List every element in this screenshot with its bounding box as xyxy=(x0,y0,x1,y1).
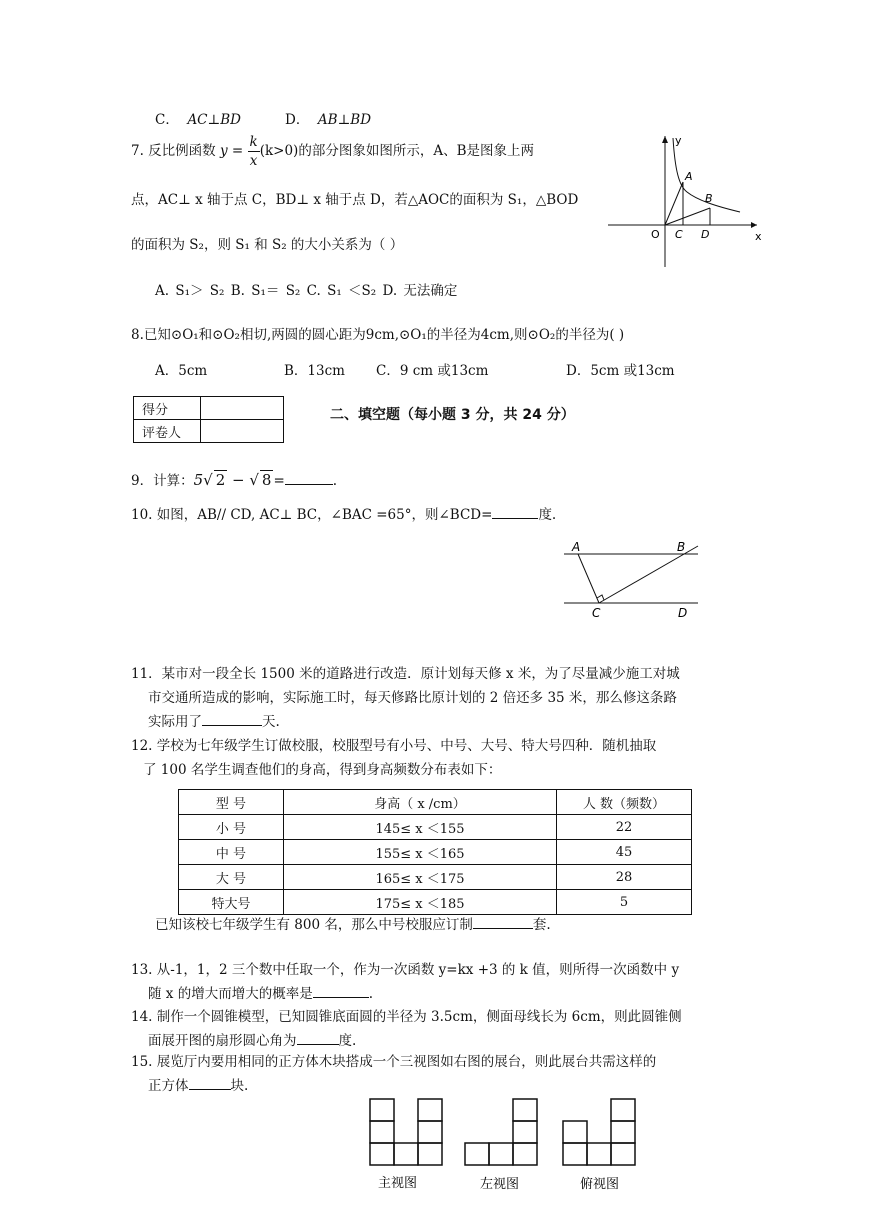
q7-fig-y-label: y xyxy=(675,134,682,147)
q12-line2: 了 100 名学生调查他们的身高，得到身高频数分布表如下： xyxy=(143,762,502,778)
q7-fig-d-label: D xyxy=(701,228,710,241)
front-view-label: 主视图 xyxy=(378,1176,418,1191)
q8-stem: 8.已知⊙O₁和⊙O₂相切,两圆的圆心距为9cm,⊙O₁的半径为4cm,则⊙O₂的半径为( ) xyxy=(131,327,625,343)
table-cell: 165≤ x ＜175 xyxy=(284,865,557,890)
table-cell: 175≤ x ＜185 xyxy=(284,890,557,915)
table-cell: 22 xyxy=(557,815,692,840)
q10-fig-d-label: D xyxy=(678,606,688,620)
q6-option-d: D． AB⊥BD xyxy=(285,112,372,128)
q10-figure xyxy=(558,538,708,623)
table-cell: 5 xyxy=(557,890,692,915)
table-row xyxy=(179,840,692,865)
left-view-label: 左视图 xyxy=(480,1177,520,1192)
q10-answer-blank[interactable] xyxy=(492,504,538,519)
q13-answer-blank[interactable] xyxy=(313,983,369,998)
q14-answer-blank[interactable] xyxy=(297,1030,339,1045)
q10-fig-a-label: A xyxy=(572,540,581,554)
q7-fig-c-label: C xyxy=(675,228,683,241)
q7-line3: 的面积为 S₂，则 S₁ 和 S₂ 的大小关系为（ ） xyxy=(131,237,404,253)
q7-line2: 点，AC⊥ x 轴于点 C，BD⊥ x 轴于点 D，若△AOC的面积为 S₁，△BOD xyxy=(131,192,579,208)
table-cell: 大 号 xyxy=(179,865,284,890)
q7-line1: 7. 反比例函数 y = $\frac{k}{x}$ (k>0)的部分图象如图所示，A、B是图象上两 xyxy=(131,134,534,169)
table-header-cell: 人 数（频数） xyxy=(557,790,692,815)
q11-answer-blank[interactable] xyxy=(202,711,262,726)
table-cell: 小 号 xyxy=(179,815,284,840)
q11-line1: 11．某市对一段全长 1500 米的道路进行改造．原计划每天修 x 米，为了尽量减少施工对城 xyxy=(131,666,680,682)
q15-line2: 正方体 块. xyxy=(148,1074,248,1094)
table-cell: 中 号 xyxy=(179,840,284,865)
height-frequency-table xyxy=(178,789,692,915)
q7-fraction: $\frac{k}{x}$ xyxy=(249,134,258,169)
q15-three-views-figure xyxy=(360,1095,650,1195)
q8-option-d: D．5cm 或13cm xyxy=(566,363,675,379)
q7-fig-x-label: x xyxy=(755,230,762,243)
score-label: 得分 xyxy=(134,397,201,420)
q10-fig-c-label: C xyxy=(592,606,601,620)
q14-line1: 14. 制作一个圆锥模型，已知圆锥底面圆的半径为 3.5cm，侧面母线长为 6cm，则此圆锥侧 xyxy=(131,1009,682,1025)
table-header-cell: 型 号 xyxy=(179,790,284,815)
q15-answer-blank[interactable] xyxy=(189,1075,231,1090)
score-cell[interactable] xyxy=(201,397,284,420)
q12-line1: 12. 学校为七年级学生订做校服，校服型号有小号、中号、大号、特大号四种．随机抽取 xyxy=(131,738,657,754)
top-view xyxy=(563,1099,635,1165)
front-view xyxy=(370,1099,442,1165)
q10-fig-b-label: B xyxy=(677,540,686,554)
score-table xyxy=(133,396,284,443)
table-row xyxy=(179,815,692,840)
table-cell: 特大号 xyxy=(179,890,284,915)
table-row xyxy=(179,865,692,890)
q8-option-a: A．5cm xyxy=(155,363,208,379)
q7-fig-a-label: A xyxy=(685,170,693,183)
table-cell: 145≤ x ＜155 xyxy=(284,815,557,840)
table-header-row xyxy=(179,790,692,815)
grader-cell[interactable] xyxy=(201,420,284,443)
q9-answer-blank[interactable] xyxy=(285,470,333,485)
q15-line1: 15. 展览厅内要用相同的正方体木块搭成一个三视图如右图的展台，则此展台共需这样的 xyxy=(131,1054,657,1070)
q14-line2: 面展开图的扇形圆心角为 度. xyxy=(148,1029,356,1049)
grader-label: 评卷人 xyxy=(134,420,201,443)
q8-option-c: C．9 cm 或13cm xyxy=(376,363,489,379)
q12-answer-blank[interactable] xyxy=(473,914,533,929)
top-view-label: 俯视图 xyxy=(580,1177,620,1192)
q10-line: 10. 如图，AB// CD, AC⊥ BC，∠BAC =65°，则∠BCD= 度. xyxy=(131,503,556,523)
q7-fig-o-label: O xyxy=(651,228,660,241)
q6-option-c: C． AC⊥BD xyxy=(155,112,241,128)
q7-figure xyxy=(605,130,770,270)
q11-line3: 实际用了 天. xyxy=(148,710,280,730)
q8-option-b: B．13cm xyxy=(284,363,345,379)
q12-after-table: 已知该校七年级学生有 800 名，那么中号校服应订制 套. xyxy=(155,913,551,933)
section-2-title: 二、填空题（每小题 3 分，共 24 分） xyxy=(330,407,575,423)
q9-line: 9．计算：5√ 2 − √ 8 = . xyxy=(131,471,338,489)
q13-line1: 13. 从-1，1，2 三个数中任取一个，作为一次函数 y=kx +3 的 k 值，则所得一次函数中 y xyxy=(131,962,680,978)
table-header-cell: 身高（ x /cm） xyxy=(284,790,557,815)
table-cell: 45 xyxy=(557,840,692,865)
table-cell: 28 xyxy=(557,865,692,890)
q13-line2: 随 x 的增大而增大的概率是 . xyxy=(148,982,373,1002)
q7-options: A. S₁＞ S₂ B. S₁＝ S₂ C. S₁ ＜S₂ D. 无法确定 xyxy=(155,283,458,299)
table-cell: 155≤ x ＜165 xyxy=(284,840,557,865)
table-row xyxy=(179,890,692,915)
q11-line2: 市交通所造成的影响，实际施工时，每天修路比原计划的 2 倍还多 35 米，那么修这条路 xyxy=(148,690,677,706)
left-view xyxy=(465,1099,537,1165)
q7-fig-b-label: B xyxy=(705,192,713,205)
